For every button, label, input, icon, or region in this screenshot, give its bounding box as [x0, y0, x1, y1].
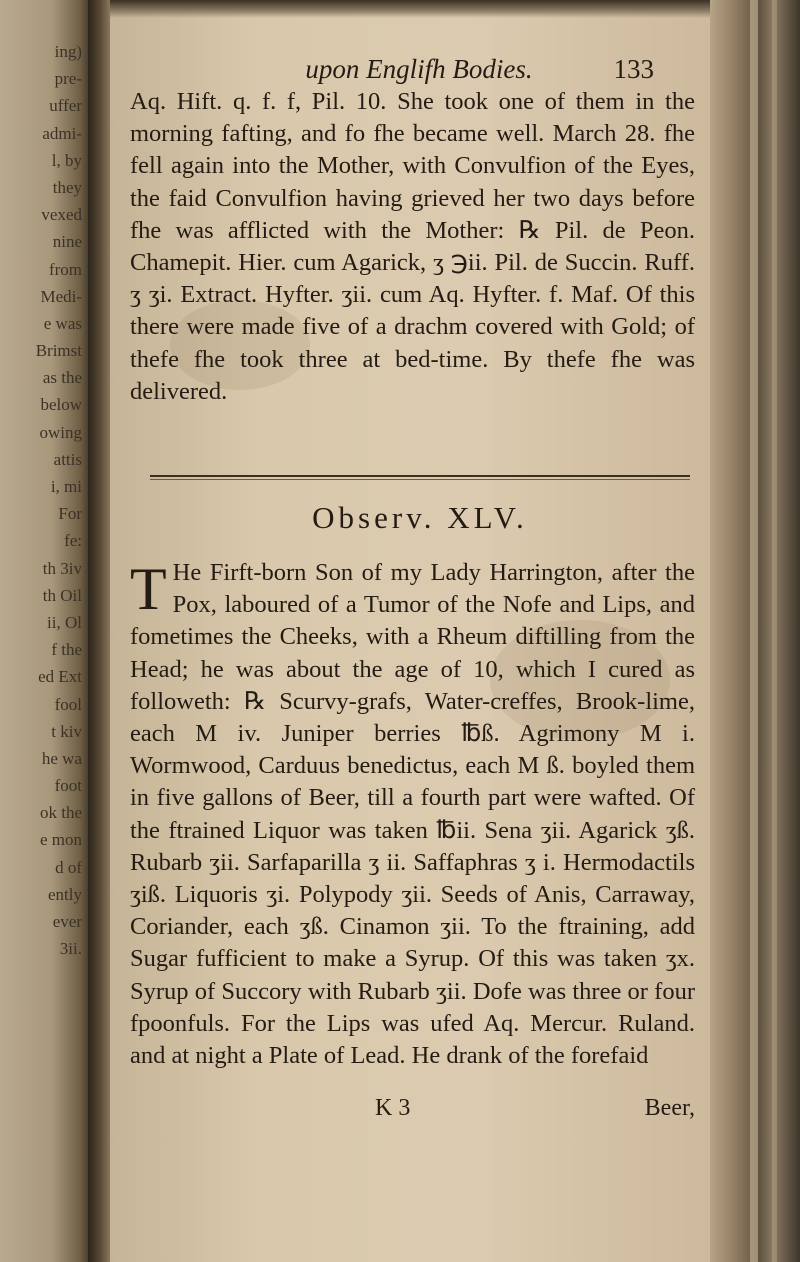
- drop-cap: T: [130, 556, 167, 622]
- left-page-fragment: admi-: [42, 123, 82, 143]
- paragraph-harrington-case: [130, 557, 695, 1072]
- left-page-fragment: foot: [54, 776, 82, 796]
- left-page-fragment: th 3iv: [42, 558, 82, 578]
- left-page-fragment: ently: [48, 884, 82, 904]
- left-page-fragment: pre-: [54, 69, 82, 89]
- left-page-fragment: fe:: [64, 531, 82, 551]
- paragraph-hysteric-case: Aq. Hift. q. f. f, Pil. 10. She took one of them in the morning fafting, and fo fhe became well. March 28. fhe fell again into the Mother, with Convulfion of the Eyes, the faid Convulfion having grieved her two days before fhe was afflicted with the Mother: ℞ Pil. de Peon. Chamepit. Hier. cum Agarick, ʒ ℈ii. Pil. de Succin. Ruff. ʒ ʒi. Extract. Hyfter. ʒii. cum Aq. Hyfter. f. Maf. Of this there were made five of a drachm covered with Gold; of thefe fhe took three at bed-time. By thefe fhe was delivered.: [130, 88, 695, 405]
- left-page-fragment: Medi-: [40, 286, 82, 306]
- left-page-fragment: from: [48, 259, 82, 279]
- paragraph-harrington-text: He Firft-born Son of my Lady Harrington, after the Pox, laboured of a Tumor of the Nofe and Lips, and fometimes the Cheeks, with a Rheum diftilling from the Head; he was about the age of 10, which I cured as followeth: ℞ Scurvy-grafs, Water-creffes, Brook-lime, each M iv. Juniper berries ℔ß. Agrimony M i. Wormwood, Carduus benedictus, each M ß. boyled them in five gallons of Beer, till a fourth part were wafted. Of the ftrained Liquor was taken ℔ii. Sena ʒii. Agarick ʒß. Rubarb ʒii. Sarfaparilla ʒ ii. Saffaphras ʒ i. Hermodactils ʒiß. Liquoris ʒi. Polypody ʒii. Seeds of Anis, Carraway, Coriander, each ʒß. Cinamon ʒii. To the ftraining, add Sugar fufficient to make a Syrup. Of this was taken ʒx. Syrup of Succory with Rubarb ʒii. Dofe was three or four fpoonfuls. For the Lips was ufed Aq. Mercur. Ruland. and at night a Plate of Lead. He drank of the forefaid: [130, 559, 695, 1070]
- left-page-fragment: below: [40, 395, 82, 415]
- page-footer: [130, 1095, 695, 1127]
- running-header: [154, 54, 684, 90]
- left-page-fragment: e was: [43, 313, 82, 333]
- left-page-fragment: i, mi: [50, 477, 82, 496]
- left-page-text-fragments: [2, 38, 82, 962]
- left-page-fragment: owing: [39, 422, 82, 442]
- left-page-fragment: l, by: [51, 150, 82, 170]
- left-page-fragment: ed Ext: [38, 667, 82, 687]
- left-page-fragment: f the: [51, 640, 82, 660]
- left-page-fragment: ing): [54, 42, 82, 61]
- left-page-fragment: 3ii.: [59, 939, 82, 959]
- left-page-fragment: he wa: [41, 748, 82, 768]
- left-page-fragment: attis: [53, 449, 82, 469]
- left-page-fragment: d of: [55, 857, 82, 877]
- left-page-fragment: t kiv: [51, 721, 82, 741]
- left-page-fragment: ii, Ol: [47, 612, 82, 632]
- left-page-fragment: ok the: [39, 803, 82, 823]
- page-number: 133: [613, 54, 654, 84]
- page-edge-stripe: [772, 0, 777, 1262]
- signature-mark: K 3: [375, 1095, 411, 1121]
- left-page-fragment: e mon: [39, 830, 82, 850]
- right-page-edges: [710, 0, 800, 1262]
- left-page-fragment: vexed: [41, 205, 82, 225]
- left-page-fragment: th Oil: [42, 585, 82, 605]
- left-page-fragment: nine: [52, 232, 82, 252]
- left-facing-page: [0, 0, 95, 1262]
- page-top-edge: [110, 0, 710, 18]
- left-page-fragment: ever: [52, 912, 82, 931]
- observation-heading: Observ. XLV.: [312, 500, 528, 535]
- left-page-fragment: uffer: [49, 96, 82, 116]
- left-page-fragment: fool: [54, 694, 82, 714]
- left-page-fragment: For: [58, 504, 82, 524]
- section-divider-rule: [150, 475, 690, 477]
- left-page-fragment: they: [52, 177, 82, 197]
- left-page-fragment: as the: [42, 368, 82, 388]
- catchword: Beer,: [644, 1095, 695, 1121]
- page-edge-stripe: [750, 0, 758, 1262]
- running-title: upon Englifh Bodies.: [305, 54, 533, 84]
- left-page-fragment: Brimst: [35, 341, 82, 361]
